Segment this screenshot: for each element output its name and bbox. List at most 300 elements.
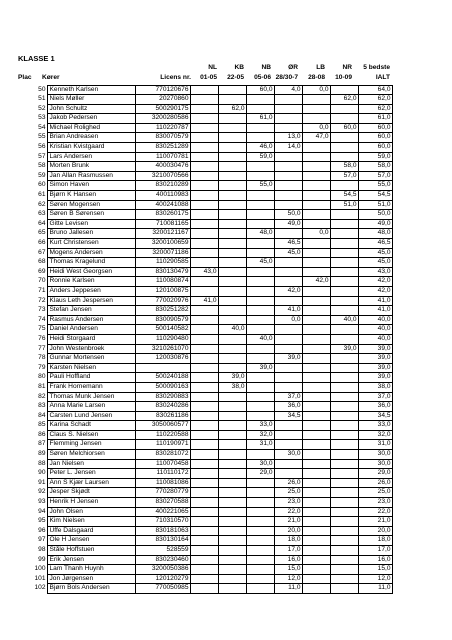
table-row (18, 584, 393, 594)
cell-ialt: 50,0 (359, 210, 393, 220)
cell-nr (331, 411, 359, 421)
cell-plac: 97 (38, 536, 46, 544)
table-row (18, 191, 393, 201)
cell-lb (303, 478, 331, 488)
table-row (18, 248, 393, 258)
cell-or (275, 430, 303, 440)
cell-lic: 110070781 (136, 152, 191, 162)
cell-ialt: 11,0 (359, 584, 393, 594)
cell-nr (331, 286, 359, 296)
table-row (18, 392, 393, 402)
cell-nb (247, 104, 275, 114)
cell-kb (219, 210, 247, 220)
cell-plac: 70 (38, 277, 46, 285)
table-row (18, 152, 393, 162)
cell-lb (303, 267, 331, 277)
cell-nl (191, 430, 219, 440)
cell-lb (303, 498, 331, 508)
cell-name: Karina Schadt (48, 421, 136, 431)
cell-nl (191, 555, 219, 565)
cell-nb (247, 373, 275, 383)
cell-lb (303, 459, 331, 469)
cell-ialt: 60,0 (359, 133, 393, 143)
cell-nr (331, 248, 359, 258)
cell-plac: 98 (38, 546, 46, 553)
cell-nl (191, 210, 219, 220)
cell-plac: 66 (38, 239, 46, 246)
cell-or (275, 229, 303, 239)
table-row (18, 306, 393, 316)
table-row (18, 277, 393, 287)
cell-kb (219, 181, 247, 191)
header-date-nl: 01-05 (200, 74, 217, 81)
cell-nl (191, 498, 219, 508)
cell-lb (303, 555, 331, 565)
cell-nl (191, 114, 219, 124)
cell-nb (247, 517, 275, 527)
cell-name: Bjørn Bols Andersen (48, 584, 136, 594)
cell-lic: 830251289 (136, 143, 191, 153)
cell-nr (331, 114, 359, 124)
cell-or: 17,0 (275, 546, 303, 556)
cell-lic: 830130164 (136, 536, 191, 546)
cell-kb (219, 440, 247, 450)
cell-plac: 50 (38, 85, 46, 93)
header-licens: Licens nr. (160, 74, 191, 81)
table-row (18, 171, 393, 181)
header-row-1 (0, 64, 452, 73)
cell-or (275, 181, 303, 191)
cell-or (275, 95, 303, 105)
cell-ialt: 22,0 (359, 507, 393, 517)
header-or: ØR (288, 64, 298, 71)
cell-lic: 3200050386 (136, 565, 191, 575)
cell-nr: 60,0 (331, 123, 359, 133)
cell-nl (191, 239, 219, 249)
cell-nr (331, 104, 359, 114)
header-lb: LB (316, 64, 325, 71)
cell-ialt: 38,0 (359, 382, 393, 392)
cell-plac: 60 (38, 181, 46, 189)
cell-nl (191, 363, 219, 373)
cell-nr (331, 459, 359, 469)
cell-nr: 57,0 (331, 171, 359, 181)
cell-nb (247, 210, 275, 220)
cell-name: Morten Brunk (48, 162, 136, 172)
cell-nb: 48,0 (247, 229, 275, 239)
cell-kb (219, 459, 247, 469)
cell-plac: 94 (38, 507, 46, 515)
cell-ialt: 43,0 (359, 267, 393, 277)
cell-plac: 72 (38, 296, 46, 304)
cell-ialt: 40,0 (359, 334, 393, 344)
cell-ialt: 41,0 (359, 306, 393, 316)
cell-nl (191, 507, 219, 517)
cell-or (275, 469, 303, 479)
cell-nb: 33,0 (247, 421, 275, 431)
table-row (18, 286, 393, 296)
cell-kb (219, 162, 247, 172)
cell-nb (247, 450, 275, 460)
cell-name: Rasmus Andersen (48, 315, 136, 325)
cell-nr (331, 239, 359, 249)
cell-lb (303, 411, 331, 421)
cell-lb (303, 546, 331, 556)
cell-nl (191, 450, 219, 460)
cell-kb (219, 411, 247, 421)
table-row (18, 459, 393, 469)
cell-kb (219, 191, 247, 201)
cell-nr (331, 574, 359, 584)
cell-nb (247, 402, 275, 412)
cell-nb (247, 133, 275, 143)
cell-nl (191, 459, 219, 469)
cell-lic: 120030876 (136, 354, 191, 364)
table-row (18, 373, 393, 383)
cell-nr (331, 143, 359, 153)
table-row (18, 354, 393, 364)
cell-name: Claus S. Nielsen (48, 430, 136, 440)
table-row (18, 546, 393, 556)
cell-or: 11,0 (275, 584, 303, 594)
cell-kb (219, 507, 247, 517)
cell-name: Jan Nielsen (48, 459, 136, 469)
cell-name: Lam Thanh Huynh (48, 565, 136, 575)
cell-lb (303, 450, 331, 460)
cell-kb (219, 450, 247, 460)
cell-kb (219, 546, 247, 556)
table-row (18, 162, 393, 172)
cell-lb (303, 152, 331, 162)
cell-plac: 95 (38, 517, 46, 525)
cell-ialt: 45,0 (359, 258, 393, 268)
cell-ialt: 55,0 (359, 181, 393, 191)
cell-ialt: 45,0 (359, 248, 393, 258)
cell-nl (191, 334, 219, 344)
cell-ialt: 39,0 (359, 344, 393, 354)
cell-or (275, 171, 303, 181)
cell-or (275, 459, 303, 469)
cell-lic: 110110172 (136, 469, 191, 479)
cell-ialt: 54,5 (359, 191, 393, 201)
cell-plac: 54 (38, 123, 46, 131)
cell-nr (331, 450, 359, 460)
cell-lb (303, 200, 331, 210)
cell-nl (191, 382, 219, 392)
cell-nr (331, 430, 359, 440)
cell-lic: 830070579 (136, 133, 191, 143)
cell-nb (247, 574, 275, 584)
cell-nr (331, 421, 359, 431)
cell-lic: 3200121167 (136, 229, 191, 239)
cell-nl (191, 143, 219, 153)
cell-or: 22,0 (275, 507, 303, 517)
table-row (18, 239, 393, 249)
cell-nl (191, 517, 219, 527)
cell-kb: 39,0 (219, 373, 247, 383)
cell-name: Søren B Sørensen (48, 210, 136, 220)
table-row (18, 363, 393, 373)
results-table (18, 85, 393, 594)
table-row (18, 200, 393, 210)
cell-plac: 96 (38, 526, 46, 534)
cell-plac: 87 (38, 440, 46, 448)
table-row (18, 411, 393, 421)
cell-lb (303, 363, 331, 373)
cell-name: Jakob Pedersen (48, 114, 136, 124)
cell-nl (191, 219, 219, 229)
cell-lb (303, 325, 331, 335)
cell-nl (191, 469, 219, 479)
cell-lb (303, 334, 331, 344)
cell-nb (247, 248, 275, 258)
cell-ialt: 39,0 (359, 373, 393, 383)
cell-nr (331, 373, 359, 383)
cell-plac: 89 (38, 450, 46, 458)
cell-nr (331, 325, 359, 335)
cell-lb (303, 258, 331, 268)
cell-lb: 42,0 (303, 277, 331, 287)
cell-lb (303, 248, 331, 258)
cell-nb (247, 498, 275, 508)
cell-ialt: 30,0 (359, 450, 393, 460)
cell-nb (247, 286, 275, 296)
cell-kb (219, 171, 247, 181)
cell-ialt: 48,0 (359, 229, 393, 239)
cell-plac: 102 (34, 584, 46, 592)
table-row (18, 114, 393, 124)
cell-plac: 58 (38, 162, 46, 170)
cell-kb (219, 219, 247, 229)
cell-ialt: 42,0 (359, 286, 393, 296)
cell-nl (191, 488, 219, 498)
cell-lic: 830210289 (136, 181, 191, 191)
cell-kb (219, 306, 247, 316)
cell-plac: 64 (38, 219, 46, 227)
cell-lic: 830270588 (136, 498, 191, 508)
cell-nr (331, 210, 359, 220)
cell-nr (331, 382, 359, 392)
cell-kb (219, 248, 247, 258)
cell-or: 41,0 (275, 306, 303, 316)
cell-kb (219, 574, 247, 584)
cell-lic: 110070458 (136, 459, 191, 469)
table-row (18, 315, 393, 325)
cell-kb (219, 392, 247, 402)
table-row (18, 133, 393, 143)
cell-name: Frank Hornemann (48, 382, 136, 392)
cell-name: Anna Marie Larsen (48, 402, 136, 412)
cell-nr (331, 354, 359, 364)
cell-ialt: 20,0 (359, 526, 393, 536)
cell-nl (191, 584, 219, 594)
cell-nr (331, 85, 359, 95)
cell-name: Flemming Jensen (48, 440, 136, 450)
cell-plac: 57 (38, 152, 46, 160)
cell-or: 26,0 (275, 478, 303, 488)
cell-nb (247, 191, 275, 201)
table-row (18, 507, 393, 517)
cell-lic: 3200280586 (136, 114, 191, 124)
cell-ialt: 29,0 (359, 469, 393, 479)
cell-lic: 770020976 (136, 296, 191, 306)
cell-kb (219, 123, 247, 133)
cell-nb (247, 507, 275, 517)
cell-lb (303, 526, 331, 536)
cell-nb (247, 95, 275, 105)
cell-lb (303, 584, 331, 594)
cell-or (275, 123, 303, 133)
cell-ialt: 49,0 (359, 219, 393, 229)
cell-lb (303, 392, 331, 402)
header-korer: Kører (42, 74, 60, 81)
cell-or: 39,0 (275, 354, 303, 364)
cell-nl (191, 373, 219, 383)
cell-ialt: 46,5 (359, 239, 393, 249)
cell-nr (331, 219, 359, 229)
header-date-or: 28/30-7 (275, 74, 298, 81)
cell-ialt: 39,0 (359, 363, 393, 373)
cell-kb (219, 133, 247, 143)
cell-lb (303, 306, 331, 316)
cell-lic: 830260175 (136, 210, 191, 220)
cell-lb (303, 171, 331, 181)
cell-ialt: 12,0 (359, 574, 393, 584)
cell-plac: 59 (38, 171, 46, 179)
cell-kb (219, 152, 247, 162)
cell-name: Henrik H Jensen (48, 498, 136, 508)
cell-plac: 76 (38, 334, 46, 342)
cell-kb (219, 526, 247, 536)
cell-lb (303, 373, 331, 383)
cell-nl (191, 162, 219, 172)
cell-kb (219, 334, 247, 344)
cell-lb (303, 104, 331, 114)
cell-nr (331, 363, 359, 373)
results-table-body (18, 85, 393, 593)
cell-kb (219, 85, 247, 95)
cell-nr: 51,0 (331, 200, 359, 210)
cell-plac: 83 (38, 402, 46, 410)
cell-nb: 30,0 (247, 459, 275, 469)
cell-name: Kristian Kvistgaard (48, 143, 136, 153)
cell-nb (247, 267, 275, 277)
cell-nl (191, 181, 219, 191)
cell-or (275, 440, 303, 450)
cell-nr (331, 392, 359, 402)
cell-or (275, 334, 303, 344)
cell-lb (303, 536, 331, 546)
cell-nr (331, 296, 359, 306)
table-row (18, 181, 393, 191)
cell-kb (219, 402, 247, 412)
cell-nl (191, 85, 219, 95)
cell-ialt: 31,0 (359, 440, 393, 450)
cell-nb (247, 239, 275, 249)
cell-ialt: 60,0 (359, 123, 393, 133)
cell-or: 16,0 (275, 555, 303, 565)
cell-nl (191, 402, 219, 412)
cell-or (275, 325, 303, 335)
cell-plac: 85 (38, 421, 46, 429)
cell-lic: 500140582 (136, 325, 191, 335)
cell-plac: 77 (38, 344, 46, 352)
cell-nr (331, 229, 359, 239)
cell-lb (303, 565, 331, 575)
cell-nr: 62,0 (331, 95, 359, 105)
table-row (18, 143, 393, 153)
table-row (18, 536, 393, 546)
cell-kb (219, 517, 247, 527)
header-date-nr: 10-09 (335, 74, 352, 81)
cell-plac: 79 (38, 363, 46, 371)
cell-nl (191, 152, 219, 162)
cell-kb (219, 344, 247, 354)
cell-lb (303, 210, 331, 220)
cell-name: Michael Rolighed (48, 123, 136, 133)
cell-name: Erik Jensen (48, 555, 136, 565)
cell-nl (191, 344, 219, 354)
cell-nr (331, 526, 359, 536)
cell-nb: 39,0 (247, 363, 275, 373)
cell-nb: 61,0 (247, 114, 275, 124)
cell-nl (191, 315, 219, 325)
cell-plac: 88 (38, 459, 46, 467)
cell-lic: 3050060577 (136, 421, 191, 431)
cell-or: 34,5 (275, 411, 303, 421)
cell-plac: 93 (38, 498, 46, 506)
cell-lb (303, 143, 331, 153)
cell-plac: 73 (38, 306, 46, 314)
cell-nr (331, 277, 359, 287)
cell-nb (247, 546, 275, 556)
cell-or: 20,0 (275, 526, 303, 536)
cell-or (275, 162, 303, 172)
cell-plac: 62 (38, 200, 46, 208)
cell-nr: 58,0 (331, 162, 359, 172)
cell-plac: 90 (38, 469, 46, 477)
cell-plac: 80 (38, 373, 46, 381)
cell-nb (247, 325, 275, 335)
cell-lic: 830130479 (136, 267, 191, 277)
cell-plac: 91 (38, 478, 46, 486)
cell-nr (331, 488, 359, 498)
cell-lb: 0,0 (303, 123, 331, 133)
cell-kb (219, 478, 247, 488)
cell-name: Stefan Jensen (48, 306, 136, 316)
cell-ialt: 23,0 (359, 498, 393, 508)
cell-ialt: 58,0 (359, 162, 393, 172)
cell-kb (219, 363, 247, 373)
cell-nb: 40,0 (247, 334, 275, 344)
cell-nb: 59,0 (247, 152, 275, 162)
cell-or (275, 267, 303, 277)
cell-nl (191, 574, 219, 584)
table-row (18, 430, 393, 440)
cell-name: Ståle Hoffstuen (48, 546, 136, 556)
cell-name: Thomas Kragelund (48, 258, 136, 268)
cell-kb (219, 286, 247, 296)
cell-name: Jan Allan Rasmussen (48, 171, 136, 181)
cell-nl (191, 421, 219, 431)
table-row (18, 334, 393, 344)
cell-nb (247, 171, 275, 181)
cell-nb (247, 315, 275, 325)
cell-nl (191, 565, 219, 575)
cell-nb (247, 344, 275, 354)
cell-name: Søren Melchiorsen (48, 450, 136, 460)
cell-or (275, 258, 303, 268)
